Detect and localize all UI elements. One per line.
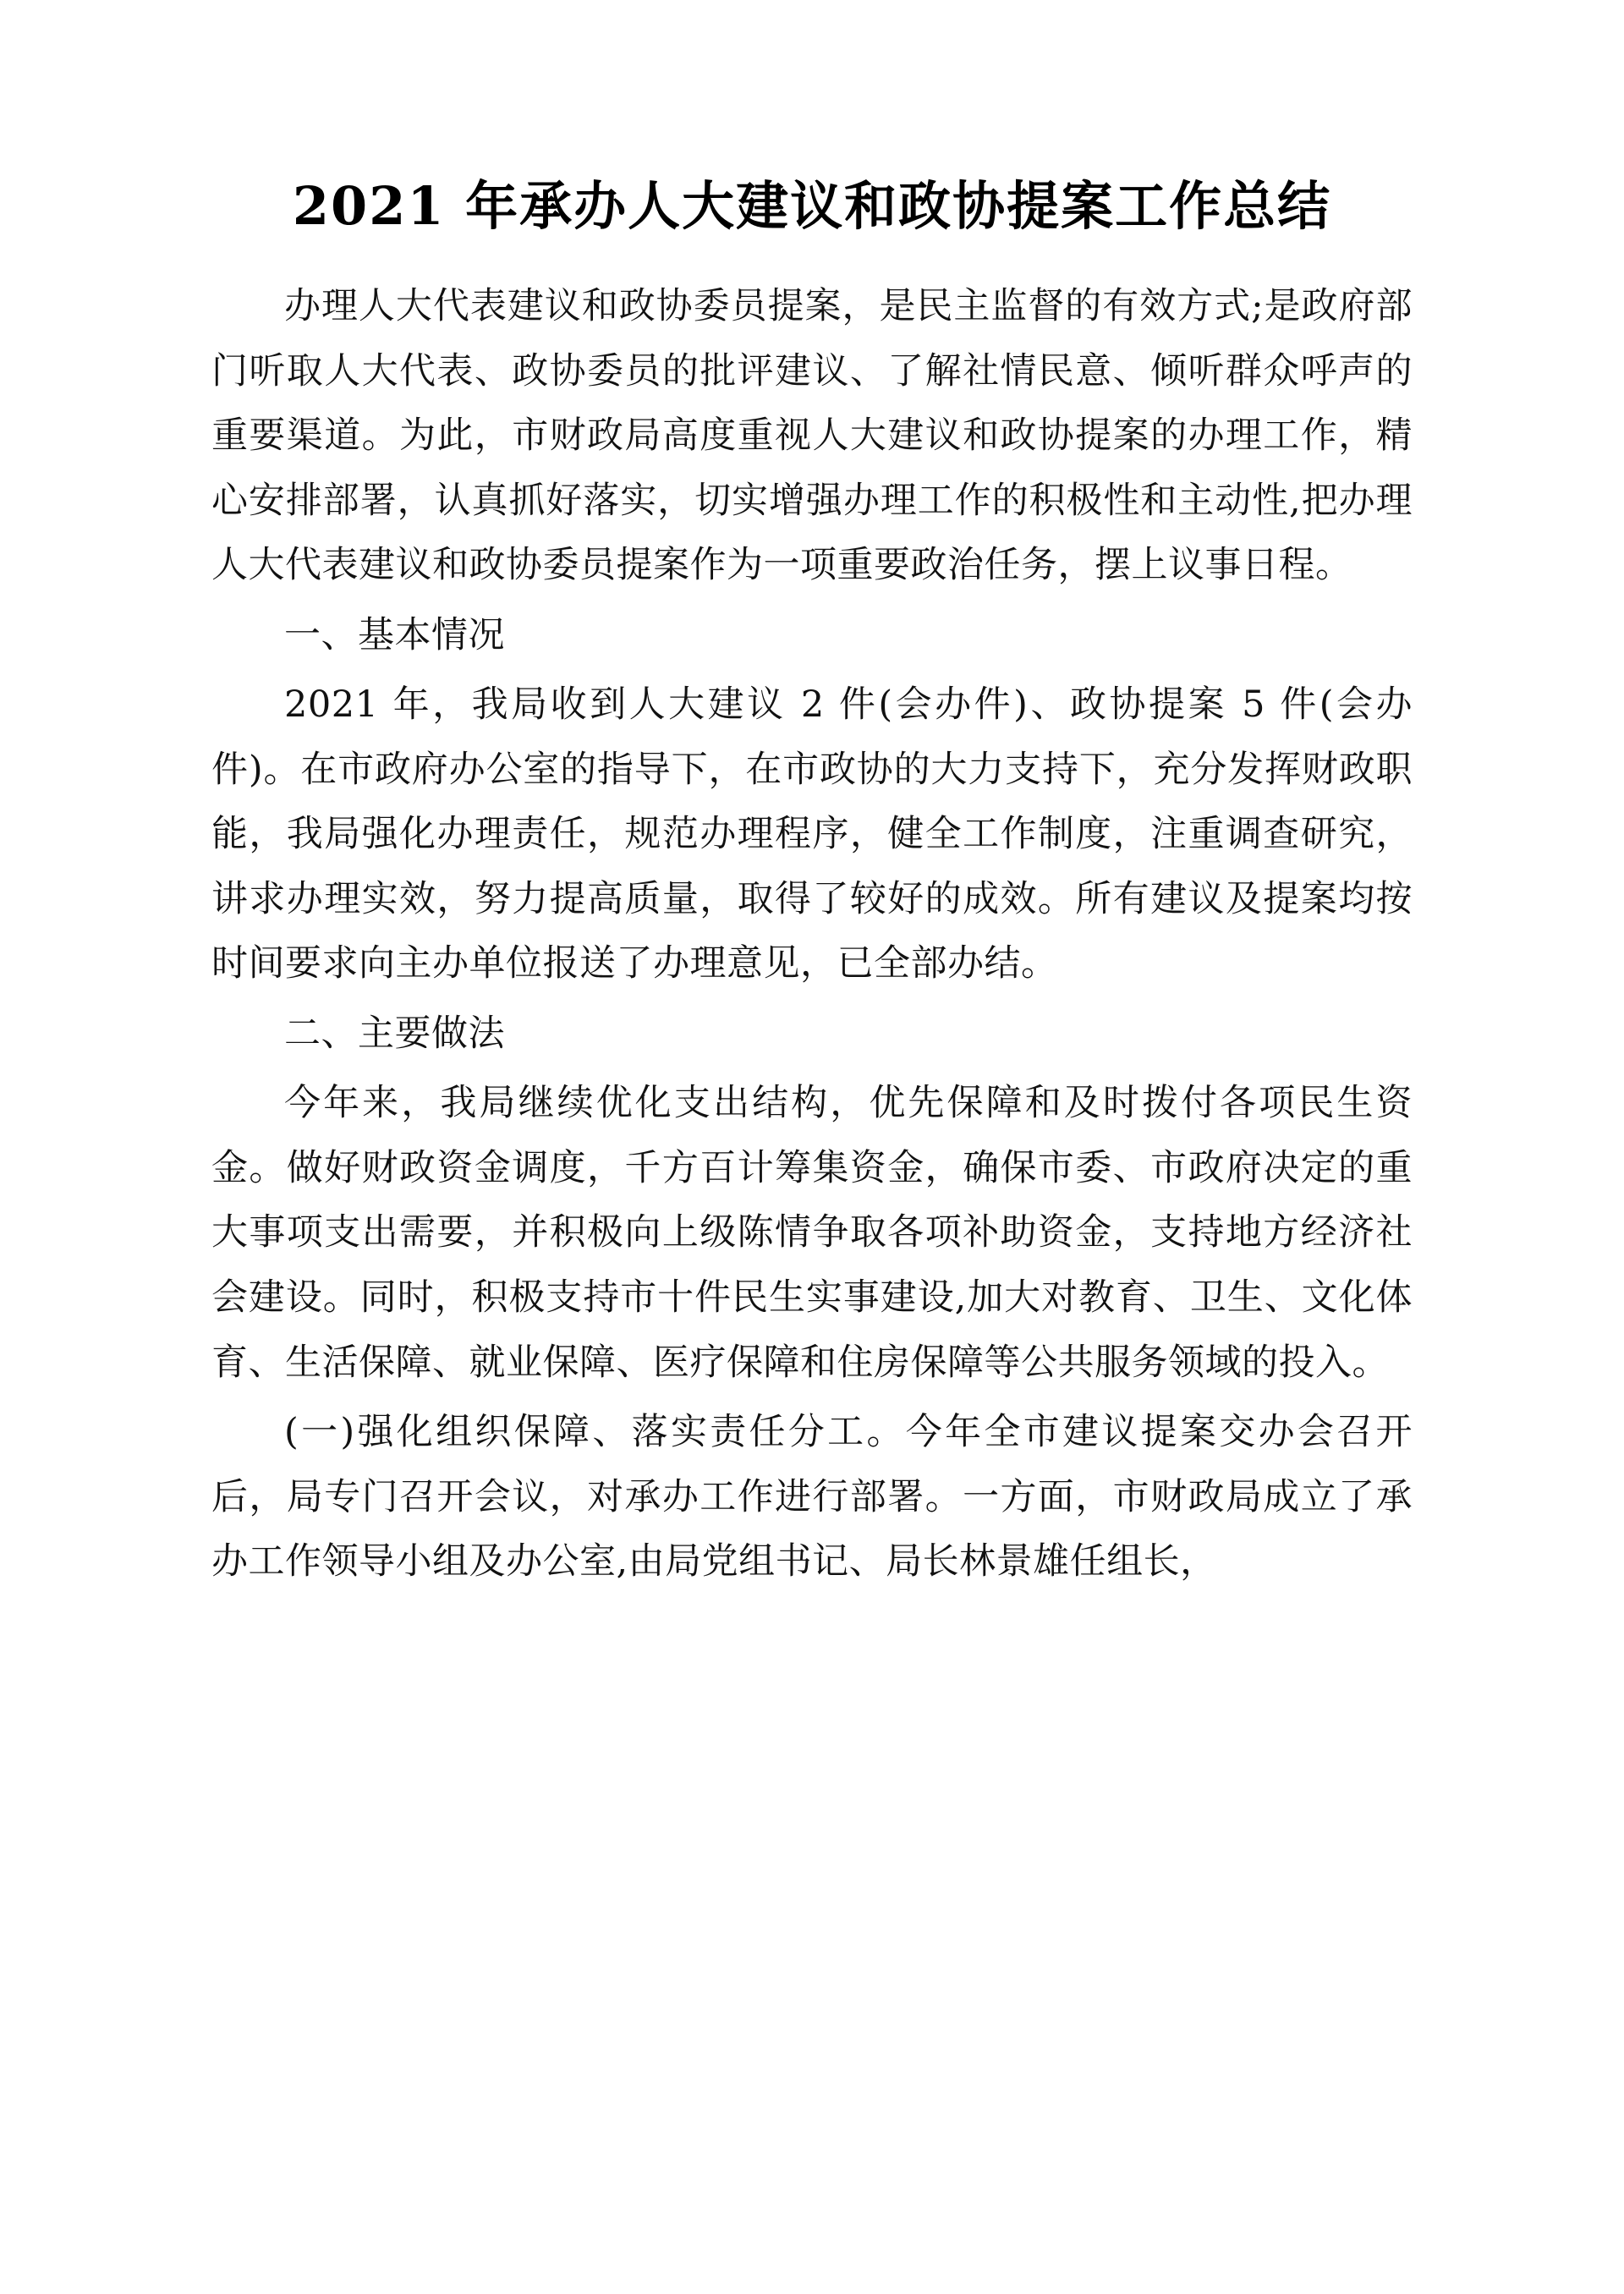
paragraph-main-practices: 今年来，我局继续优化支出结构，优先保障和及时拨付各项民生资金。做好财政资金调度，千方百计筹集资金，确保市委、市政府决定的重大事项支出需要，并积极向上级陈情争取各项补助资金，支持地方经济社会建设。同时，积极支持市十件民生实事建设,加大对教育、卫生、文化体育、生活保障、就业保障、医疗保障和住房保障等公共服务领域的投入。 [211, 1082, 1413, 1384]
section-heading-main-practices: 二、主要做法 [284, 1012, 505, 1055]
section-heading-basic-situation: 一、基本情况 [284, 613, 505, 656]
document-title: 2021 年承办人大建议和政协提案工作总结 [292, 175, 1332, 237]
paragraph-basic-situation: 2021 年，我局收到人大建议 2 件(会办件)、政协提案 5 件(会办件)。在市政府办公室的指导下，在市政协的大力支持下，充分发挥财政职能，我局强化办理责任，规范办理程序，健全工作制度，注重调查研究，讲求办理实效，努力提高质量，取得了较好的成效。所有建议及提案均按时间要求向主办单位报送了办理意见，已全部办结。 [211, 683, 1413, 985]
paragraph-main-practices-item-1: (一)强化组织保障、落实责任分工。今年全市建议提案交办会召开后，局专门召开会议，对承办工作进行部署。一方面，市财政局成立了承办工作领导小组及办公室,由局党组书记、局长林景雄任组长， [211, 1411, 1413, 1583]
paragraph-intro: 办理人大代表建议和政协委员提案，是民主监督的有效方式;是政府部门听取人大代表、政协委员的批评建议、了解社情民意、倾听群众呼声的重要渠道。为此，市财政局高度重视人大建议和政协提案的办理工作，精心安排部署，认真抓好落实，切实增强办理工作的积极性和主动性,把办理人大代表建议和政协委员提案作为一项重要政治任务，摆上议事日程。 [211, 285, 1413, 587]
